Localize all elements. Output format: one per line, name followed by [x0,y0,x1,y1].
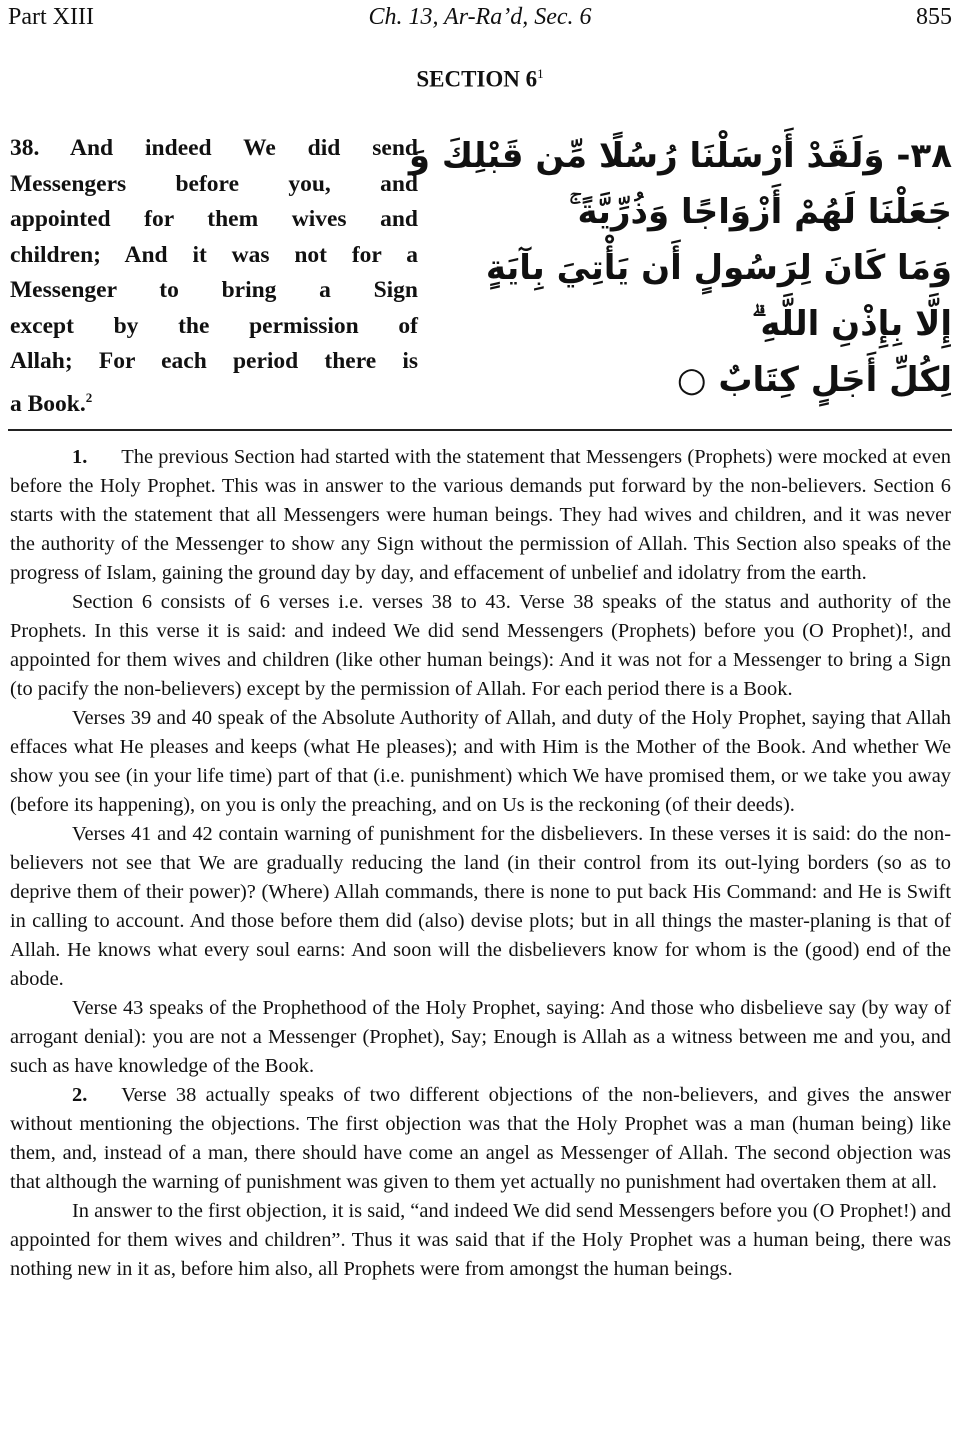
section-title-text: SECTION 6 [416,66,538,92]
commentary-paragraph [10,994,951,1081]
page-number: 855 [916,4,952,30]
verse-line: Allah; For each period there is [10,348,418,374]
verse-line: children; And it was not for a [10,241,418,268]
commentary-paragraph [10,588,951,704]
verse-arabic [408,128,952,408]
verse-line-last [10,380,418,422]
commentary [10,443,951,1284]
verse-translation [10,131,418,422]
section-heading [0,66,960,93]
verse-line: except by the permission of [10,312,418,339]
paragraph-text: Verses 39 and 40 speak of the Absolute Authority of Allah, and duty of the Holy Prophet, saying that Allah effaces what He pleases and keeps (what He pleases); and with Him is the Mother of the Book. And whether We show you see (in your life time) part of that (i.e. punishment) which We have promised them, or we take you away (before its happening), on you is only the preaching, and on Us is the reckoning (of their deeds). [10,707,951,816]
note-number: 1. [72,446,88,468]
arabic-line: إِلَّا بِإِذْنِ اللَّهِ ۗ [751,304,952,344]
verse-line: Messenger to bring a Sign [10,277,418,303]
note-number: 2. [72,1084,88,1106]
commentary-paragraph [10,1197,951,1284]
verse-line: a Book. [10,390,86,417]
paragraph-text: Verses 41 and 42 contain warning of punishment for the disbelievers. In these verses it is said: do the non-believers not see that We are gradually reducing the land (in their control from its out-lying borders (so as to deprive them of their power)? (Where) Allah commands, there is none to put back His Command: and He is Swift in calling to account. And those before them did (also) devise plots; but in all things the master-planing is that of Allah. He knows what every soul earns: And soon will the disbelievers know for whom is the (good) end of the abode. [10,823,951,990]
paragraph-text: Section 6 consists of 6 verses i.e. verses 38 to 43. Verse 38 speaks of the status and authority of the Prophets. In this verse it is said: and indeed We did send Messengers (Prophets) before you (O Prophet)!, and appointed for them wives and children (like other human beings): And it was not for a Messenger to bring a Sign (to pacify the non-believers) except by the permission of Allah. For each period there is a Book. [10,591,951,700]
commentary-paragraph [10,820,951,994]
arabic-line: لِكُلِّ أَجَلٍ كِتَابٌ ○ [676,360,952,400]
commentary-paragraph [10,704,951,820]
page-header [8,4,952,38]
paragraph-text: Verse 38 actually speaks of two different objections of the non-believers, and gives the answer without mentioning the objections. The first objection was that the Holy Prophet was a man (human being) like them, and, instead of a man, there should have come an angel as Messenger of Allah. The second objection was that although the warning of punishment was given to them yet actually no punishment had overtaken them at all. [10,1084,951,1193]
verse-line: Messengers before you, and [10,170,418,197]
divider-rule [8,429,952,431]
verse-line: appointed for them wives and [10,206,418,232]
commentary-paragraph [10,443,951,588]
arabic-line: ٣٨- وَلَقَدْ أَرْسَلْنَا رُسُلًا مِّن قَبْلِكَ وَ [408,136,952,176]
arabic-line: جَعَلْنَا لَهُمْ أَزْوَاجًا وَذُرِّيَّةً ۚ [569,192,952,232]
paragraph-text: Verse 43 speaks of the Prophethood of the Holy Prophet, saying: And those who disbelieve say (by way of arrogant denial): you are not a Messenger (Prophet), Say; Enough is Allah as a witness between me and you, and such as have knowledge of the Book. [10,997,951,1077]
verse-footnote-mark: 2 [85,389,93,405]
verse-line: 38. And indeed We did send [10,135,418,161]
section-footnote-mark: 1 [537,66,544,81]
paragraph-text: In answer to the first objection, it is said, “and indeed We did send Messengers before you (O Prophet!) and appointed for them wives and children”. Thus it was said that if the Holy Prophet was a human being, there was nothing new in it as, before him also, all Prophets were from amongst the human beings. [10,1200,951,1280]
paragraph-text: The previous Section had started with the statement that Messengers (Prophets) were mocked at even before the Holy Prophet. This was in answer to the various demands put forward by the non-believers. Section 6 starts with the statement that all Messengers were human beings. They had wives and children, and it was never the authority of the Messenger to show any Sign without the permission of Allah. This Section also speaks of the progress of Islam, gaining the ground day by day, and effacement of unbelief and idolatry from the earth. [10,446,951,584]
part-label: Part XIII [8,4,94,30]
chapter-reference: Ch. 13, Ar-Ra’d, Sec. 6 [368,4,592,30]
commentary-paragraph [10,1081,951,1197]
arabic-line: وَمَا كَانَ لِرَسُولٍ أَن يَأْتِيَ بِآيَةٍ [485,248,952,288]
